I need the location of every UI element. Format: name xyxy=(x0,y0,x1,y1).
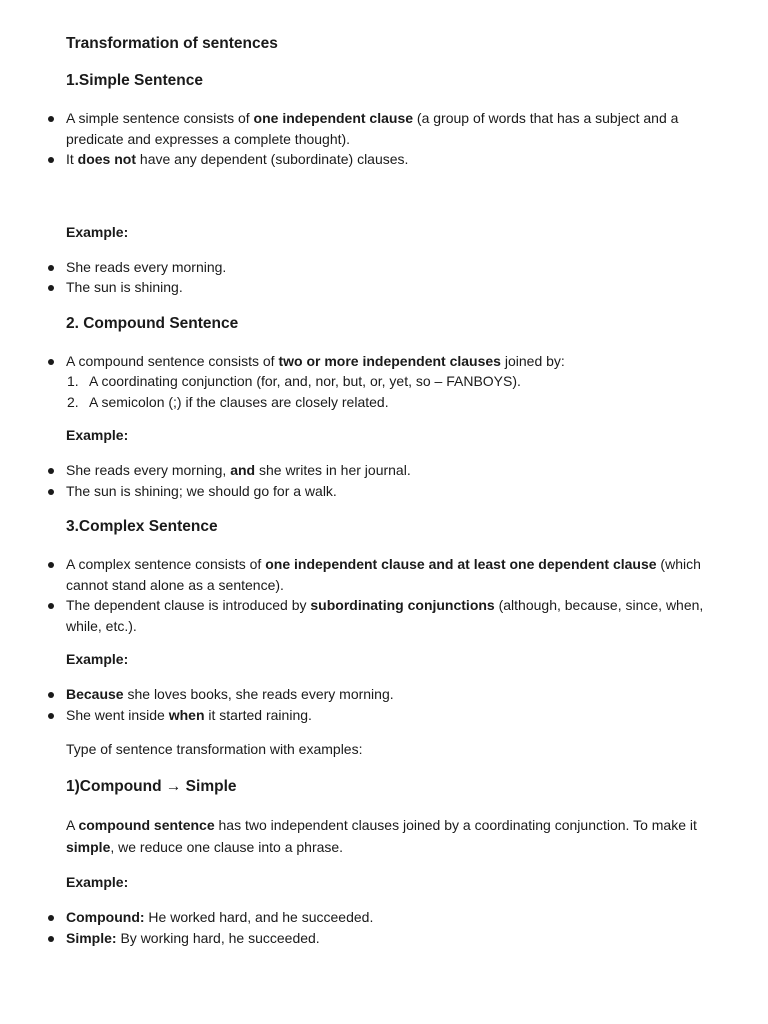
text: She went inside xyxy=(66,706,169,723)
list-item xyxy=(66,907,738,928)
compound-definition-list xyxy=(66,351,738,372)
compound-to-simple-examples-list xyxy=(66,907,738,948)
text: she writes in her journal. xyxy=(255,462,411,478)
bold-text: simple xyxy=(66,839,111,855)
bold-text: does not xyxy=(77,151,137,167)
section-heading-complex: 3.Complex Sentence xyxy=(66,518,218,535)
bold-text: subordinating conjunctions xyxy=(310,597,495,613)
list-item xyxy=(66,705,738,726)
complex-examples-list xyxy=(66,684,738,725)
text: joined by: xyxy=(500,352,565,369)
simple-definition-list xyxy=(66,108,738,170)
list-item: The sun is shining. xyxy=(66,277,738,298)
example-label: Example: xyxy=(66,874,129,890)
section-heading-compound-to-simple: 1)Compound → Simple xyxy=(66,778,237,795)
text: A coordinating conjunction (for, and, nor, but, or, yet, so – FANBOYS). xyxy=(89,373,521,389)
text: A semicolon (;) if the clauses are closely related. xyxy=(89,393,389,410)
compound-to-simple-paragraph xyxy=(66,814,738,858)
numbered-item xyxy=(66,371,738,392)
compound-joiners-list xyxy=(66,371,738,412)
document-title: Transformation of sentences xyxy=(66,35,278,52)
simple-examples-list xyxy=(66,257,738,298)
list-item xyxy=(66,554,738,595)
item-number: 2. xyxy=(67,393,79,410)
section-heading-compound: 2. Compound Sentence xyxy=(66,314,239,332)
text: A simple sentence consists of xyxy=(66,110,254,126)
complex-definition-list xyxy=(66,554,738,636)
list-item: The sun is shining; we should go for a walk. xyxy=(66,481,738,502)
compound-examples-list xyxy=(66,460,738,501)
transformation-intro: Type of sentence transformation with examples: xyxy=(66,741,363,757)
text: He worked hard, and he succeeded. xyxy=(144,909,374,925)
text: has two independent clauses joined by a coordinating conjunction. To make it xyxy=(214,817,697,833)
text: By working hard, he succeeded. xyxy=(116,929,320,946)
bold-text: Simple: xyxy=(66,929,117,946)
example-label: Example: xyxy=(66,427,129,443)
text: It xyxy=(66,151,78,167)
list-item xyxy=(66,684,738,705)
bold-text: one independent clause and at least one dependent clause xyxy=(265,556,657,572)
list-item xyxy=(66,595,738,636)
list-item xyxy=(66,351,738,372)
item-number: 1. xyxy=(67,373,79,389)
text: She reads every morning, xyxy=(66,462,231,478)
example-label: Example: xyxy=(66,223,129,240)
bold-text: and xyxy=(230,462,256,478)
numbered-item xyxy=(66,392,738,413)
bold-text: compound sentence xyxy=(78,817,215,833)
text: , we reduce one clause into a phrase. xyxy=(110,839,344,855)
example-label: Example: xyxy=(66,651,129,667)
text: The dependent clause is introduced by xyxy=(66,597,311,613)
text: (a group of words that has a subject and a predicate and expresses a complete thought). xyxy=(66,110,679,147)
text: have any dependent (subordinate) clauses. xyxy=(136,151,409,167)
list-item xyxy=(66,928,738,949)
bold-text: two or more independent clauses xyxy=(278,352,501,369)
bold-text: when xyxy=(168,706,205,723)
bold-text: Because xyxy=(66,686,124,702)
section-heading-simple: 1.Simple Sentence xyxy=(66,72,203,89)
text: A compound sentence consists of xyxy=(66,352,279,369)
text: (which cannot stand alone as a sentence). xyxy=(66,556,701,593)
list-item xyxy=(66,460,738,481)
bold-text: Compound: xyxy=(66,909,145,925)
list-item xyxy=(66,108,738,149)
text: she loves books, she reads every morning. xyxy=(123,686,394,702)
list-item xyxy=(66,149,738,170)
text: it started raining. xyxy=(204,706,312,723)
text: (although, because, since, when, while, etc.). xyxy=(66,597,704,634)
text: A xyxy=(66,817,79,833)
list-item: She reads every morning. xyxy=(66,257,738,278)
text: A complex sentence consists of xyxy=(66,556,266,572)
bold-text: one independent clause xyxy=(253,110,414,126)
